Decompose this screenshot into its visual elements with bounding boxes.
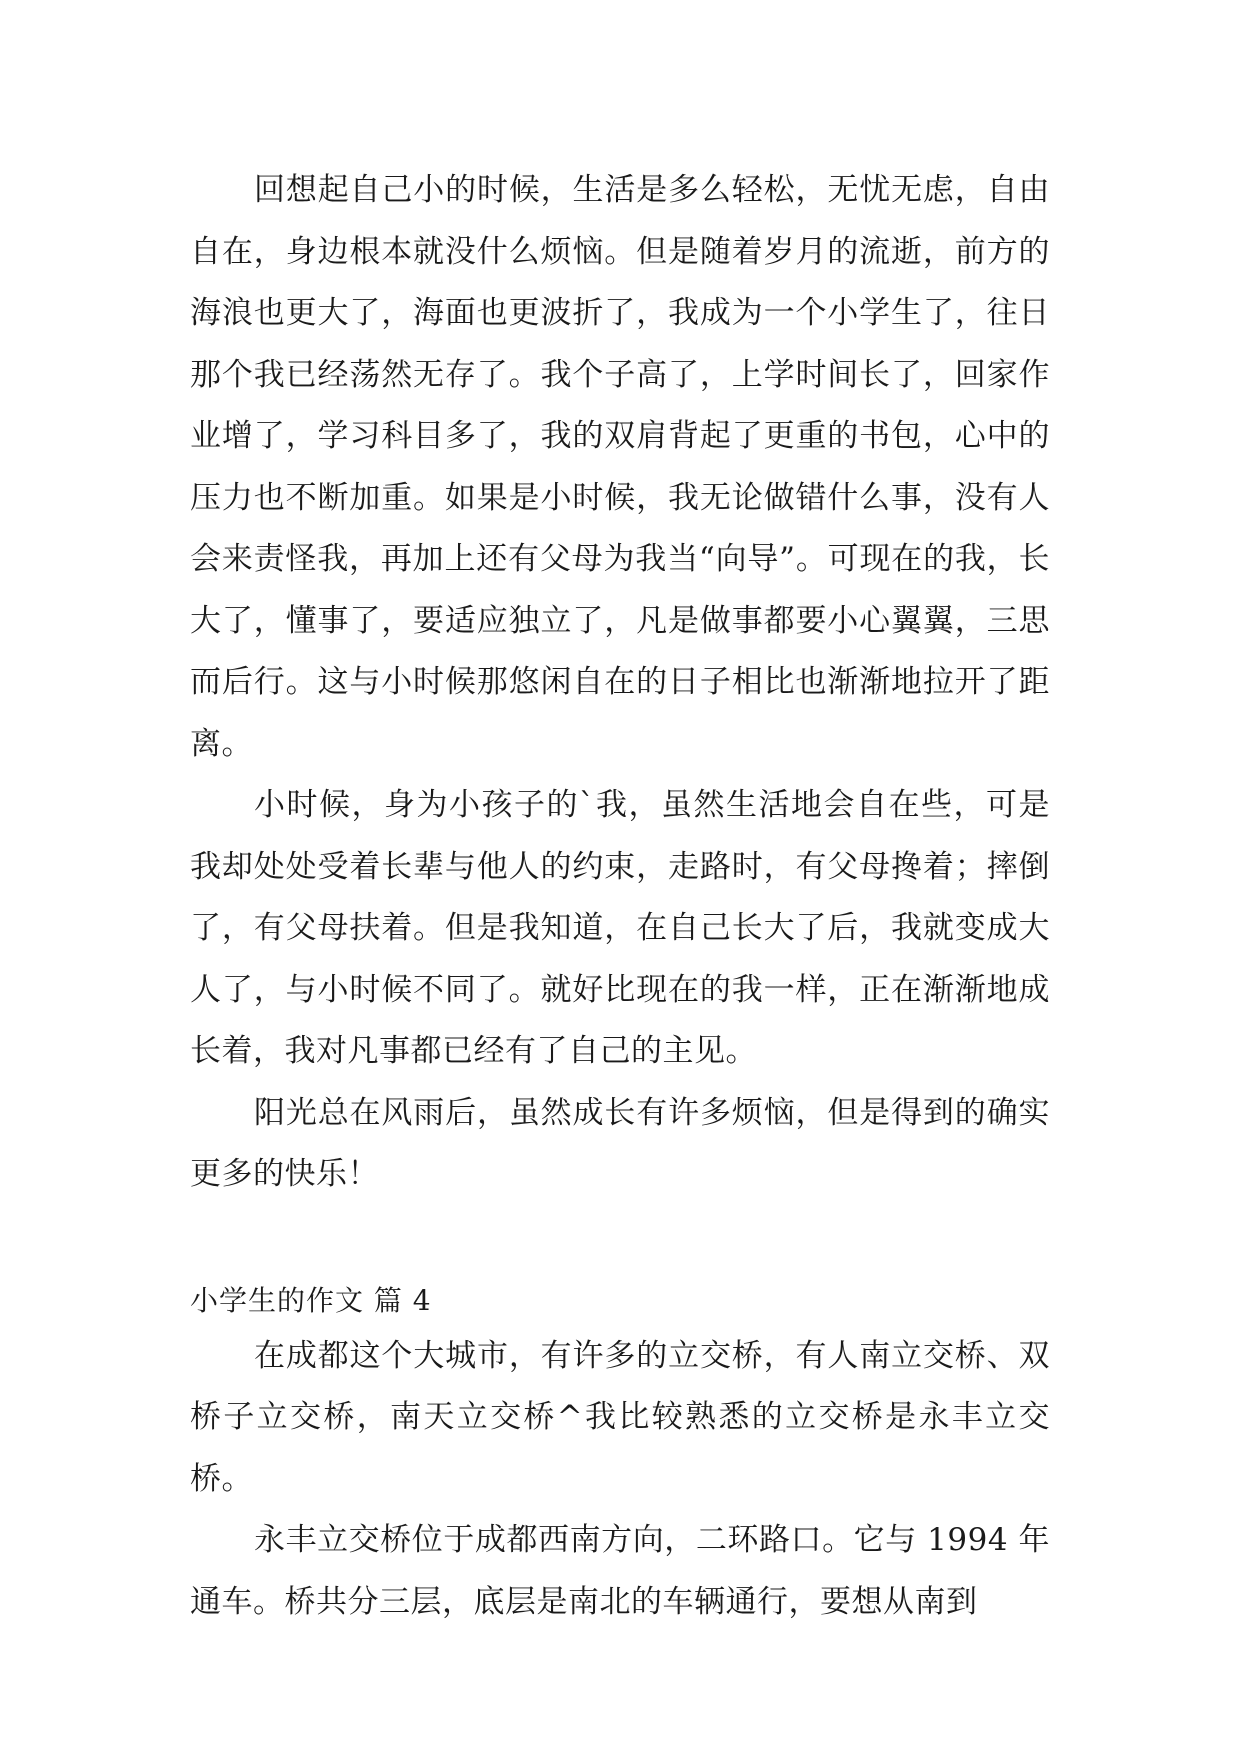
document-body: [190, 160, 1050, 1633]
paragraph-growing-up: 回想起自己小的时候，生活是多么轻松，无忧无虑，自由自在，身边根本就没什么烦恼。但是随着岁月的流逝，前方的海浪也更大了，海面也更波折了，我成为一个小学生了，往日那个我已经荡然无存了。我个子高了，上学时间长了，回家作业增了，学习科目多了，我的双肩背起了更重的书包，心中的压力也不断加重。如果是小时候，我无论做错什么事，没有人会来责怪我，再加上还有父母为我当“向导”。可现在的我，长大了，懂事了，要适应独立了，凡是做事都要小心翼翼，三思而后行。这与小时候那悠闲自在的日子相比也渐渐地拉开了距离。: [190, 172, 1050, 762]
section-heading: 小学生的作文 篇 4: [190, 1283, 432, 1317]
paragraph-sunshine: 阳光总在风雨后，虽然成长有许多烦恼，但是得到的确实更多的快乐！: [190, 1094, 1050, 1192]
paragraph-overpasses: 在成都这个大城市，有许多的立交桥，有人南立交桥、双桥子立交桥，南天立交桥^我比较熟悉的立交桥是永丰立交桥。: [190, 1337, 1050, 1497]
paragraph-childhood: 小时候，身为小孩子的`我，虽然生活地会自在些，可是我却处处受着长辈与他人的约束，走路时，有父母搀着；摔倒了，有父母扶着。但是我知道，在自己长大了后，我就变成大人了，与小时候不同了。就好比现在的我一样，正在渐渐地成长着，我对凡事都已经有了自己的主见。: [190, 787, 1050, 1069]
paragraph-yongfeng-bridge: 永丰立交桥位于成都西南方向，二环路口。它与 1994 年通车。桥共分三层，底层是南北的车辆通行，要想从南到: [190, 1522, 1050, 1620]
